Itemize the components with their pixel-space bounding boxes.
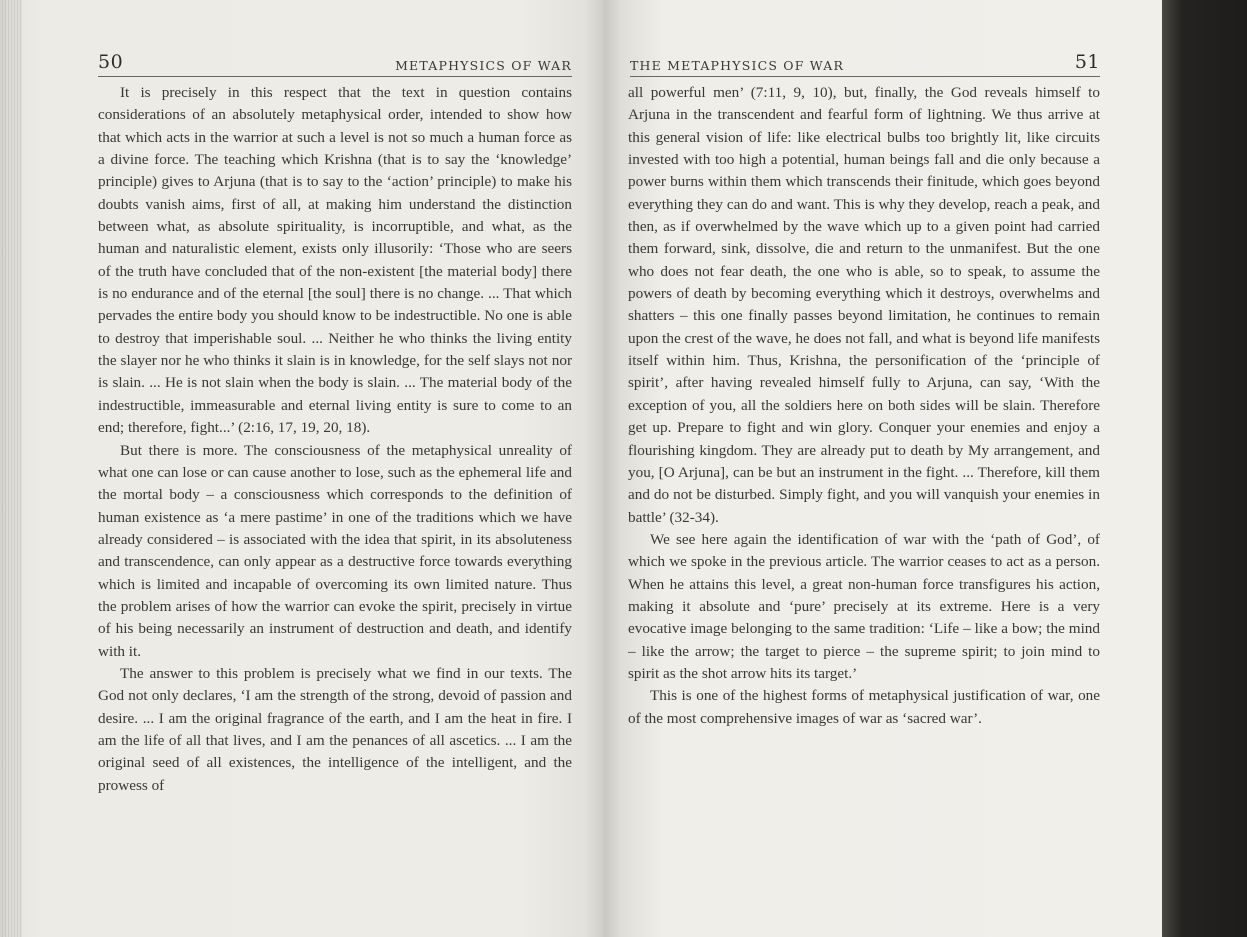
right-header (630, 52, 1100, 77)
paragraph: This is one of the highest forms of metaphysical justification of war, one of the most comprehensive images of war as ‘sacred war’. (628, 687, 1100, 727)
running-head: METAPHYSICS OF WAR (395, 58, 572, 73)
page-number: 50 (98, 51, 124, 73)
left-body-text (98, 82, 572, 797)
running-head: THE METAPHYSICS OF WAR (630, 58, 845, 73)
page-number: 51 (1074, 51, 1100, 73)
right-page (604, 0, 1162, 937)
paragraph: But there is more. The consciousness of the metaphysical unreality of what one can lose or can cause another to lose, such as the ephemeral life and the mortal body – a consciousness which corresponds to the definition of human existence as ‘a mere pastime’ in one of the traditions which we have already considered – is associated with the idea that spirit, in its absoluteness and transcendence, can only appear as a destructive force towards everything which is limited and incapable of overcoming its own limited nature. Thus the problem arises of how the warrior can evoke the spirit, precisely in virtue of his being necessarily an instrument of destruction and death, and identify with it. (98, 441, 572, 660)
page-edges (0, 0, 22, 937)
background-edge (1162, 0, 1247, 937)
left-page (0, 0, 604, 937)
left-header (98, 52, 572, 77)
right-body-text (628, 82, 1100, 730)
paragraph: We see here again the identification of war with the ‘path of God’, of which we spoke in the previous article. The warrior ceases to act as a person. When he attains this level, a great non-human force transfigures his action, making it absolute and ‘pure’ precisely at its extreme. Here is a very evocative image belonging to the same tradition: ‘Life – like a bow; the mind – like the arrow; the target to pierce – the supreme spirit; to join mind to spirit as the shot arrow hits its target.’ (628, 530, 1100, 682)
paragraph: all powerful men’ (7:11, 9, 10), but, finally, the God reveals himself to Arjuna in the transcendent and fearful form of lightning. We thus arrive at this general vision of life: like electrical bulbs too brightly lit, like circuits invested with too high a potential, human beings fall and die only because a power burns within them which transcends their finitude, which goes beyond everything they can do and want. This is why they develop, reach a peak, and then, as if overwhelmed by the wave which up to a given point had carried them forward, sink, dissolve, die and return to the unmanifest. But the one who does not fear death, the one who is able, so to speak, to assume the powers of death by becoming everything which it destroys, overwhelms and shatters – this one finally passes beyond limitation, he continues to remain upon the crest of the wave, he does not fall, and what is beyond life manifests itself within him. Thus, Krishna, the personification of the ‘principle of spirit’, after having revealed himself fully to Arjuna, can say, ‘With the exception of you, all the soldiers here on both sides will be slain. Therefore get up. Prepare to fight and win glory. Conquer your enemies and enjoy a flourishing kingdom. They are already put to death by My arrangement, and you, [O Arjuna], can be but an instrument in the fight. ... Therefore, kill them and do not be disturbed. Simply fight, and you will vanquish your enemies in battle’ (32-34). (628, 84, 1100, 526)
paragraph: It is precisely in this respect that the text in question contains considerations of an absolutely metaphysical order, intended to show how that which acts in the warrior at such a level is not so much a human force as a divine force. The teaching which Krishna (that is to say the ‘knowledge’ principle) gives to Arjuna (that is to say to the ‘action’ principle) to make his doubts vanish aims, first of all, at making him understand the distinction between what, as absolute spirituality, is incorruptible, and what, as the human and naturalistic element, exists only illusorily: ‘Those who are seers of the truth have concluded that of the non-existent [the material body] there is no endurance and of the eternal [the soul] there is no change. ... That which pervades the entire body you should know to be indestructible. No one is able to destroy that imperishable soul. ... Neither he who thinks the living entity the slayer nor he who thinks it slain is in knowledge, for the self slays not nor is slain. ... He is not slain when the body is slain. ... The material body of the indestructible, immeasurable and eternal living entity is sure to come to an end; therefore, fight...’ (2:16, 17, 19, 20, 18). (98, 84, 572, 437)
paragraph: The answer to this problem is precisely what we find in our texts. The God not only declares, ‘I am the strength of the strong, devoid of passion and desire. ... I am the original fragrance of the earth, and I am the heat in fire. I am the life of all that lives, and I am the penances of all ascetics. ... I am the original seed of all existences, the intelligence of the intelligent, and the prowess of (98, 664, 572, 794)
